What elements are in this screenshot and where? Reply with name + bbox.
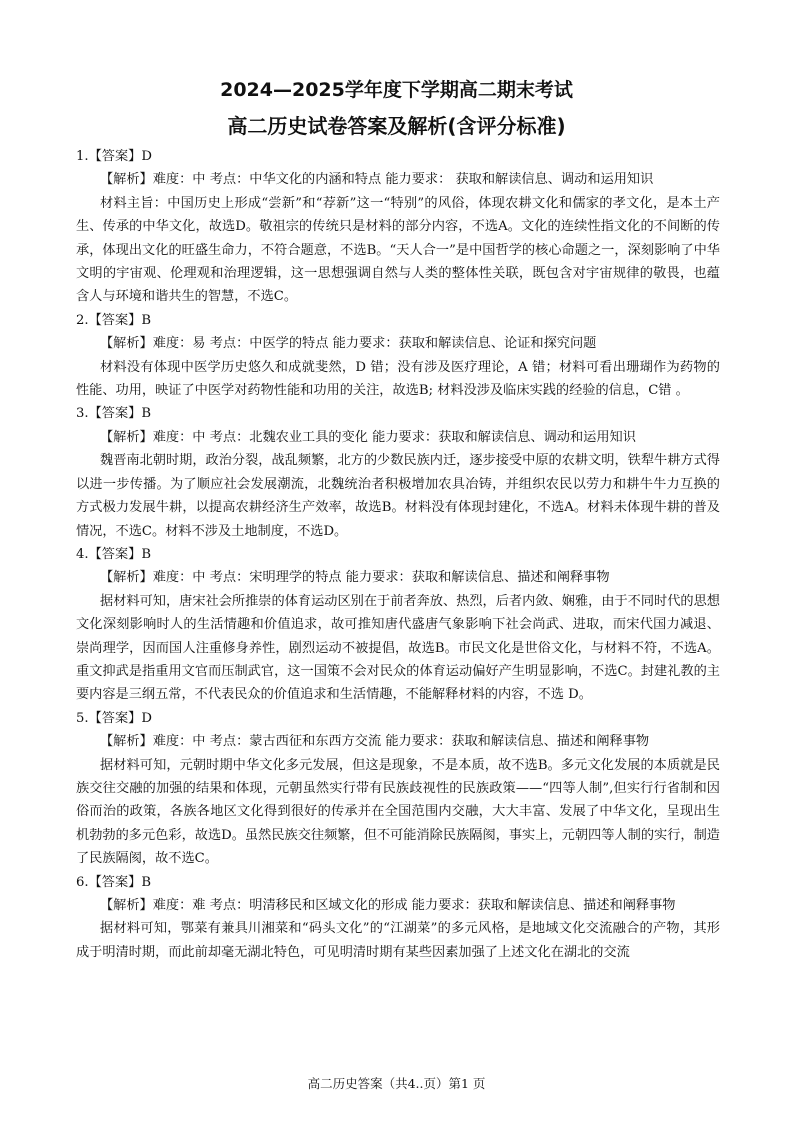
explanation-paragraph: 据材料可知，唐宋社会所推崇的体育运动区别在于前者奔放、热烈，后者内敛、娴雅，由于不同时代的思想文化深刻影响时人的生活情趣和价值追求，故可推知唐代盛唐气象影响下社会尚武、进取，而宋代国力减退、崇尚理学，因而国人注重修身养性，剧烈运动不被提倡，故选B。市民文化是世俗文化，与材料不符，不选A。重文抑武是指重用文官而压制武官，这一国策不会对民众的体育运动偏好产生明显影响，不选C。封建礼教的主要内容是三纲五常，不代表民众的价值追求和生活情趣，不能解释材料的内容，不选 D。 bbox=[76, 593, 720, 703]
analysis-line: 【解析】难度：中 考点：蒙古西征和东西方交流 能力要求：获取和解读信息、描述和阐释事物 bbox=[100, 734, 650, 750]
question-item bbox=[76, 309, 720, 403]
question-item bbox=[76, 543, 720, 707]
analysis-line: 【解析】难度：中 考点：中华文化的内涵和特点 能力要求： 获取和解读信息、调动和运用知识 bbox=[100, 172, 654, 188]
analysis-line: 【解析】难度：难 考点：明清移民和区域文化的形成 能力要求：获取和解读信息、描述和阐释事物 bbox=[100, 898, 676, 913]
analysis-line: 【解析】难度：易 考点：中医学的特点 能力要求：获取和解读信息、论证和探究问题 bbox=[100, 336, 597, 352]
question-item bbox=[76, 707, 720, 871]
analysis-line: 【解析】难度：中 考点：北魏农业工具的变化 能力要求：获取和解读信息、调动和运用知识 bbox=[100, 429, 636, 445]
analysis-line: 【解析】难度：中 考点：宋明理学的特点 能力要求：获取和解读信息、描述和阐释事物 bbox=[100, 570, 610, 586]
answer-line: 2.【答案】B bbox=[76, 312, 152, 328]
document-title: 2024—2025学年度下学期高二期末考试 bbox=[220, 79, 573, 101]
answer-line: 1.【答案】D bbox=[76, 149, 152, 164]
answer-line: 4.【答案】B bbox=[76, 546, 152, 562]
explanation-paragraph: 据材料可知，元朝时期中华文化多元发展，但这是现象，不是本质，故不选B。多元文化发展的本质就是民族交往交融的加强的结果和体现，元朝虽然实行带有民族歧视性的民族政策——“四等人制”,但实行行省制和因俗而治的政策，各族各地区文化得到很好的传承并在全国范围内交融，大大丰富、发展了中华文化，呈现出生机勃勃的多元色彩，故选D。虽然民族交往频繁，但不可能消除民族隔阂，事实上，元朝四等人制的实行，制造了民族隔阂，故不选C。 bbox=[76, 757, 720, 867]
answer-line: 5.【答案】D bbox=[76, 710, 152, 726]
explanation-paragraph: 材料主旨：中国历史上形成“尝新”和“荐新”这一“特别”的风俗，体现农耕文化和儒家的孝文化，是本土产生、传承的中华文化，故选D。敬祖宗的传统只是材料的部分内容，不选A。文化的连续性指文化的不间断的传承，体现出文化的旺盛生命力，不符合题意，不选B。“天人合一”是中国哲学的核心命题之一，深刻影响了中华文明的宇宙观、伦理观和治理逻辑，这一思想强调自然与人类的整体性关联，既包含对宇宙规律的敬畏，也蕴含人与环境和谐共生的智慧，不选C。 bbox=[76, 195, 720, 305]
document-subtitle: 高二历史试卷答案及解析(含评分标准) bbox=[227, 114, 566, 138]
answer-line: 3.【答案】B bbox=[76, 406, 152, 422]
explanation-paragraph: 魏晋南北朝时期，政治分裂，战乱频繁，北方的少数民族内迁，逐步接受中原的农耕文明，铁犁牛耕方式得以进一步传播。为了顺应社会发展潮流，北魏统治者积极增加农具冶铸，并组织农民以劳力和耕牛牛力互换的方式极力发展牛耕，以提高农耕经济生产效率，故选B。材料没有体现封建化，不选A。材料未体现牛耕的普及情况，不选C。材料不涉及土地制度，不选D。 bbox=[76, 453, 720, 539]
question-item bbox=[76, 871, 720, 965]
explanation-paragraph: 据材料可知，鄂菜有兼具川湘菜和“码头文化”的“江湖菜”的多元风格，是地域文化交流融合的产物，其形成于明清时期，而此前却毫无湖北特色，可见明清时期有某些因素加强了上述文化在湖北的交流 bbox=[76, 921, 720, 960]
answer-line: 6.【答案】B bbox=[76, 874, 152, 890]
page-footer: 高二历史答案（共4..页）第1 页 bbox=[307, 1076, 486, 1091]
explanation-paragraph: 材料没有体现中医学历史悠久和成就斐然，D 错；没有涉及医疗理论，A 错；材料可看出珊瑚作为药物的性能、功用，映证了中医学对药物性能和功用的关注，故选B; 材料没涉及临床实践的经验的信息，C错 。 bbox=[76, 359, 720, 399]
answer-list bbox=[76, 145, 720, 964]
question-item bbox=[76, 402, 720, 542]
question-item bbox=[76, 145, 720, 309]
